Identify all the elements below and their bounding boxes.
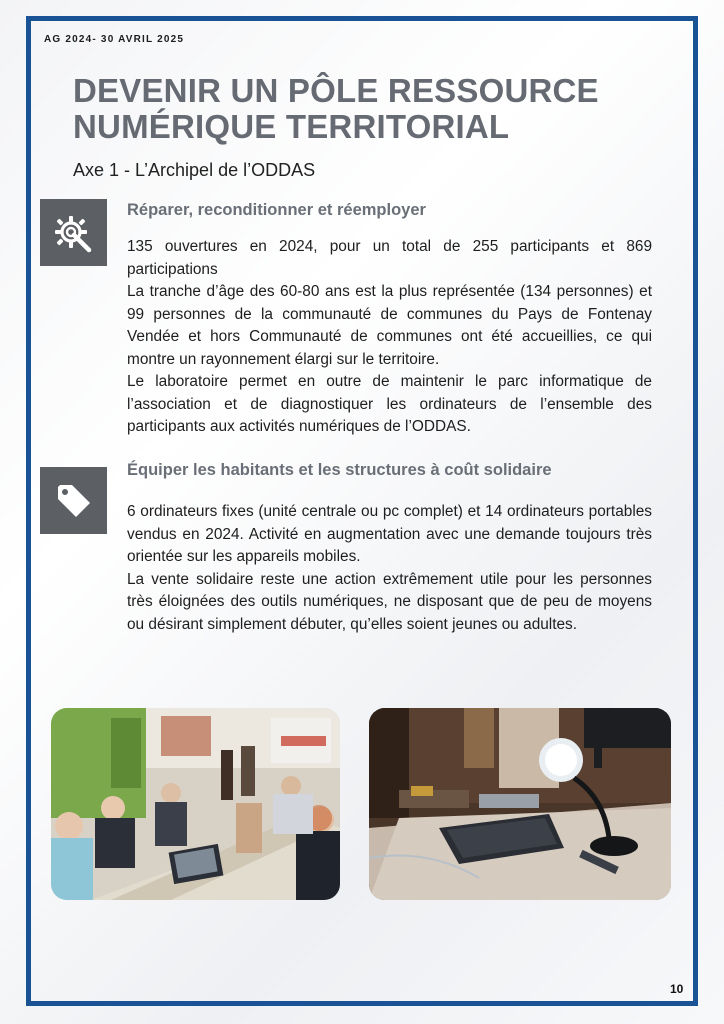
price-tag-icon-graphic (52, 479, 96, 523)
section-title-repair: Réparer, reconditionner et réemployer (127, 201, 426, 219)
equip-paragraph: La vente solidaire reste une action extrêmement utile pour les personnes très éloignées des outils numériques, ne disposant que de peu de moyens ou désirant simplement débuter, qu’elles soient jeunes ou adultes. (127, 570, 652, 633)
repair-paragraph: La tranche d’âge des 60-80 ans est la plus représentée (134 personnes) et 99 personnes de la communauté de communes du Pays de Fontenay Vendée et hors Communauté de communes ont été accueillies, ce qui montre un rayonnement élargi sur le territoire. (127, 283, 652, 368)
repair-paragraph: Le laboratoire permet en outre de maintenir le parc informatique de l’association et de diagnostiquer les ordinateurs de l’ensemble des participants aux activités numériques de l’ODDAS. (127, 373, 652, 435)
gear-wrench-icon-graphic (52, 211, 96, 255)
section-title-equip: Équiper les habitants et les structures à coût solidaire (127, 461, 552, 479)
header-meeting-line: AG 2024- 30 AVRIL 2025 (44, 34, 185, 45)
repair-paragraph: 135 ouvertures en 2024, pour un total de 255 participants et 869 participations (127, 238, 652, 278)
equip-paragraph: 6 ordinateurs fixes (unité centrale ou pc complet) et 14 ordinateurs portables vendus en 2024. Activité en augmentation avec une demande toujours très orientée sur les appareils mobiles. (127, 503, 652, 565)
gear-wrench-icon (40, 199, 107, 266)
page-title-line-1: DEVENIR UN PÔLE RESSOURCE (73, 72, 599, 109)
page-title (73, 73, 673, 145)
page-title-line-2: NUMÉRIQUE TERRITORIAL (73, 108, 510, 145)
section-body-equip (127, 501, 652, 636)
repair-lab-photo (369, 708, 671, 900)
workshop-photo-image (51, 708, 340, 900)
price-tag-icon (40, 467, 107, 534)
repair-lab-photo-image (369, 708, 671, 900)
section-body-repair (127, 236, 652, 439)
page-subtitle: Axe 1 - L’Archipel de l’ODDAS (73, 160, 316, 180)
workshop-photo (51, 708, 340, 900)
page-number: 10 (670, 982, 684, 996)
